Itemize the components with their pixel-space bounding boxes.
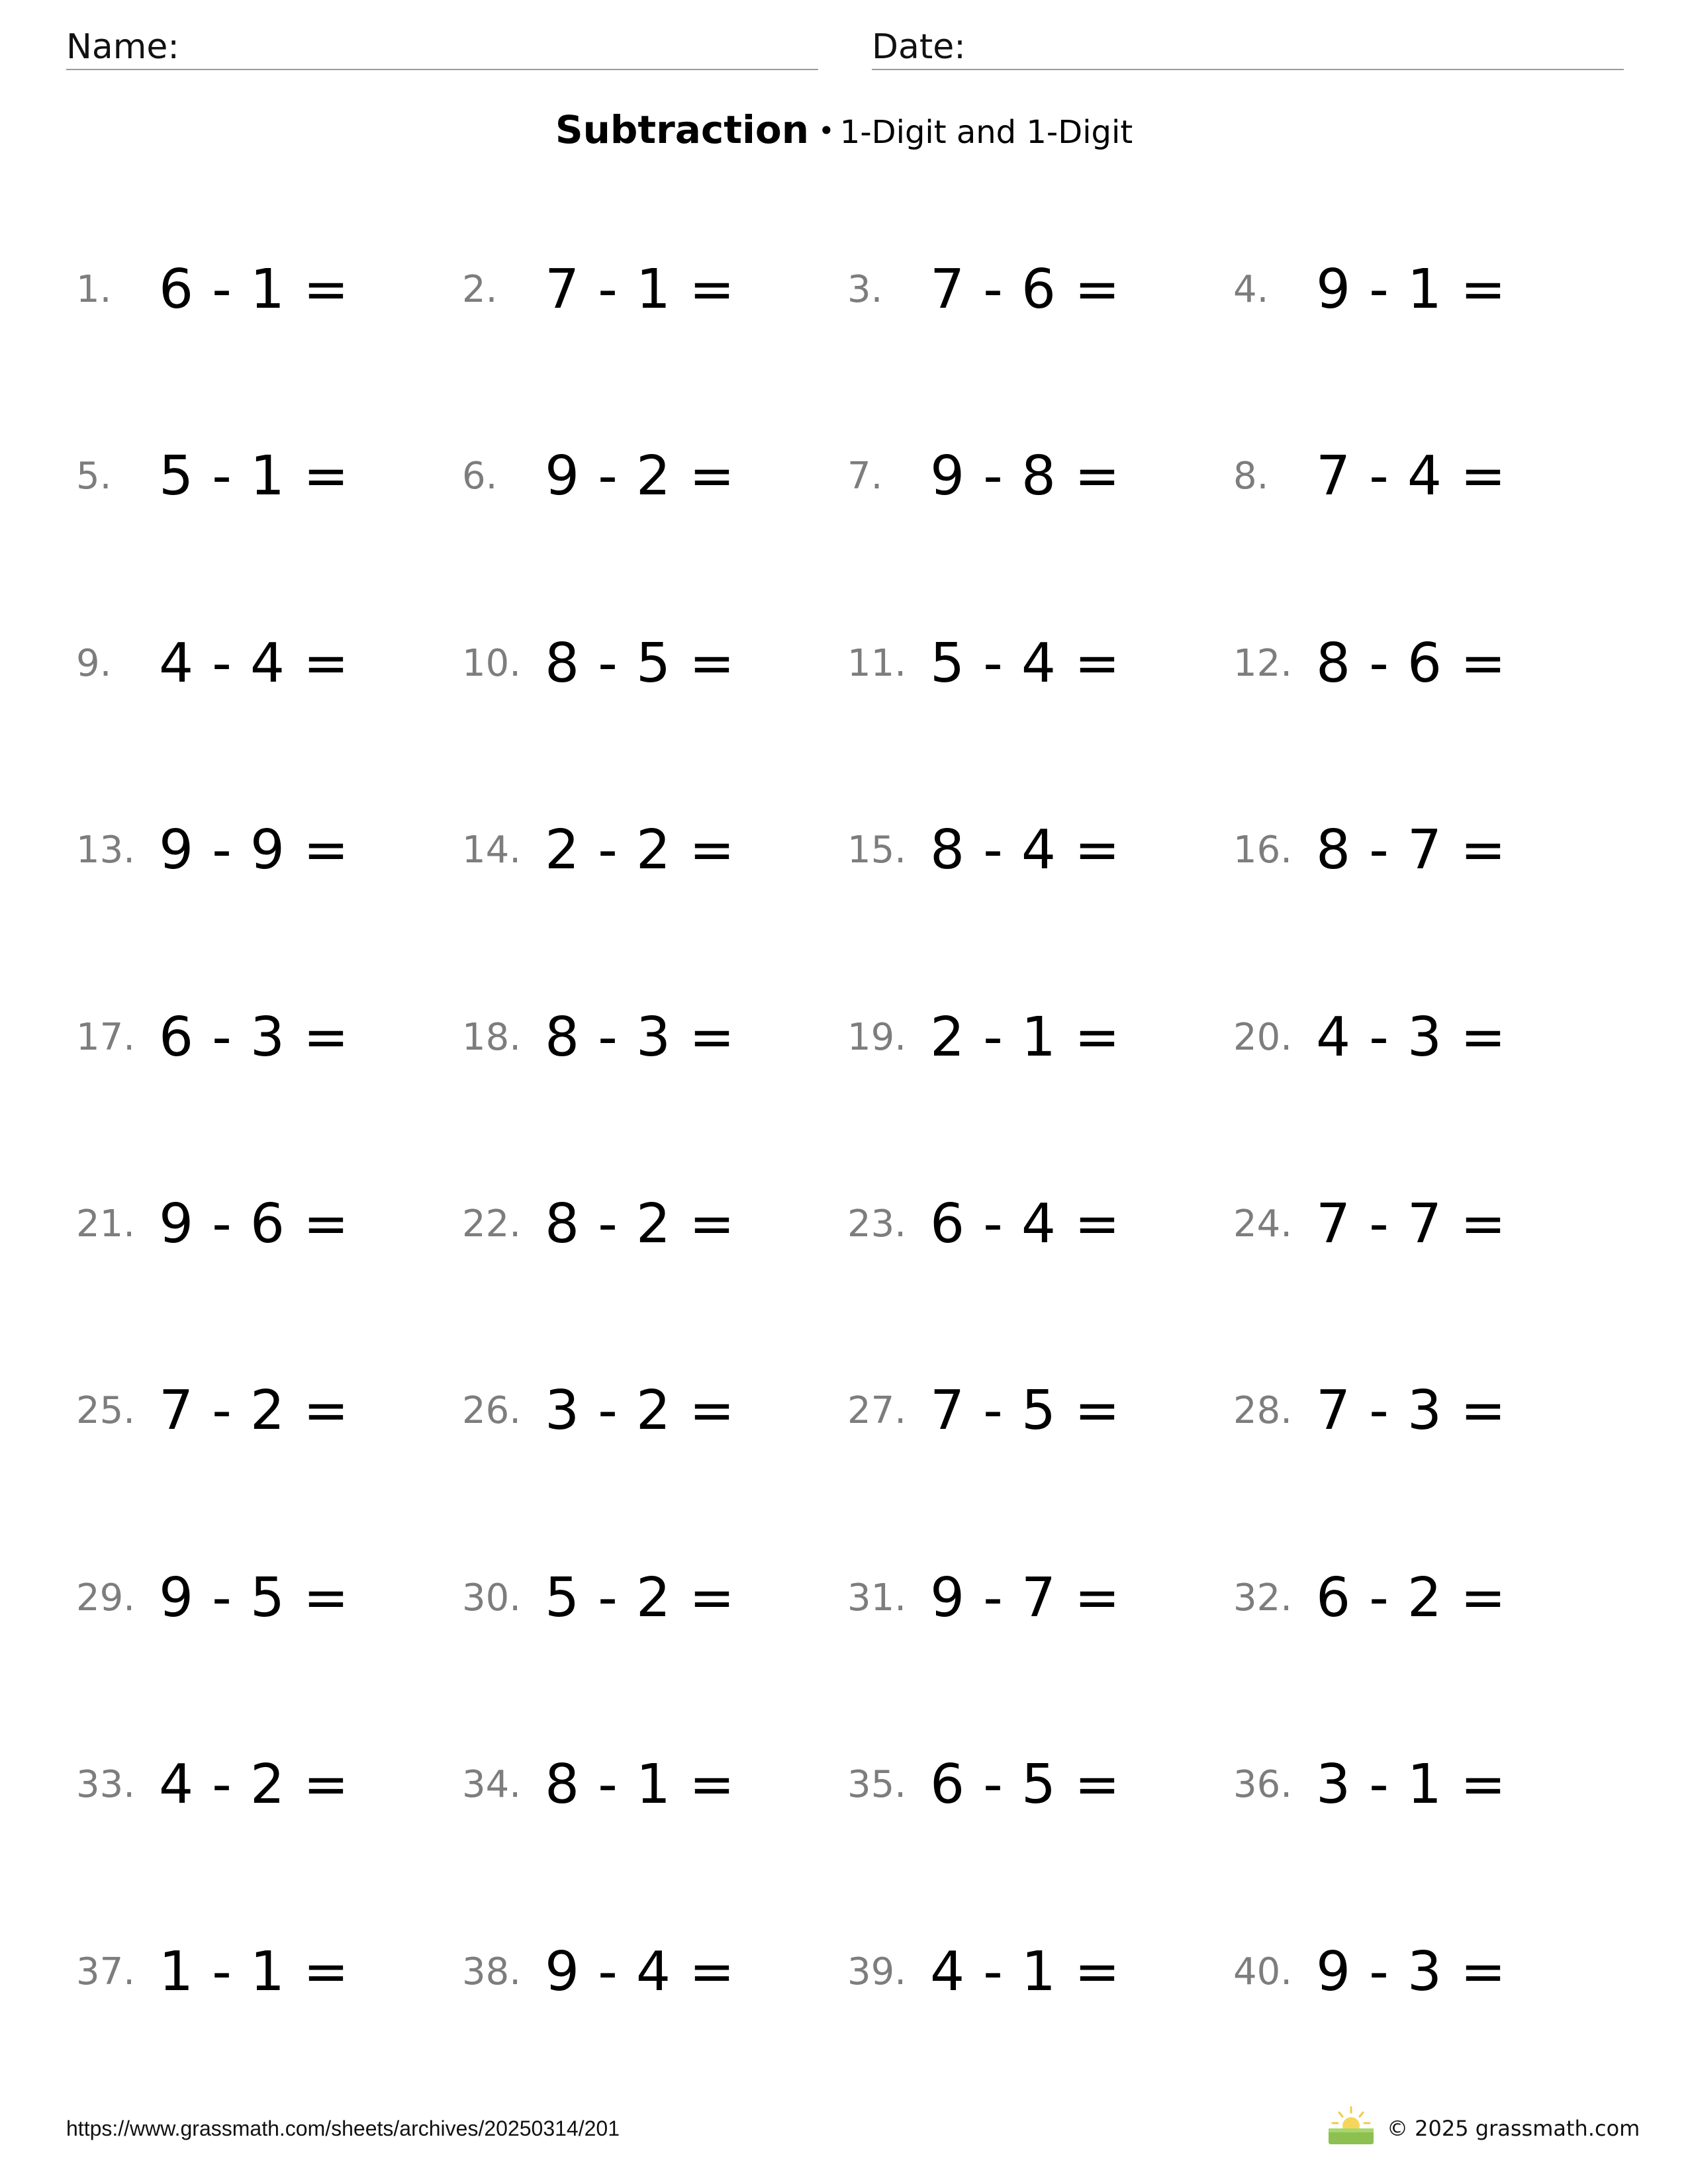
problem-expression: 9 - 6 =: [159, 1193, 350, 1255]
problem-expression: 7 - 6 =: [930, 258, 1121, 321]
problem-expression: 1 - 1 =: [159, 1940, 350, 2003]
problem-expression: 9 - 5 =: [159, 1567, 350, 1629]
problem-number: 39.: [847, 1950, 907, 1993]
title-main: Subtraction: [555, 107, 809, 152]
problem-number: 9.: [76, 642, 112, 685]
problem-number: 6.: [462, 455, 498, 498]
problem-expression: 4 - 2 =: [159, 1753, 350, 1816]
problem-expression: 5 - 4 =: [930, 632, 1121, 695]
problem-number: 20.: [1233, 1016, 1293, 1059]
problem-expression: 6 - 1 =: [159, 258, 350, 321]
problem-expression: 7 - 1 =: [545, 258, 735, 321]
problem-number: 11.: [847, 642, 907, 685]
problem-number: 24.: [1233, 1203, 1293, 1246]
problem-expression: 8 - 7 =: [1316, 819, 1507, 882]
problem-number: 34.: [462, 1763, 522, 1806]
problem-number: 13.: [76, 829, 136, 872]
problem-expression: 9 - 2 =: [545, 445, 735, 508]
problem-number: 19.: [847, 1016, 907, 1059]
problem-expression: 6 - 2 =: [1316, 1567, 1507, 1629]
problem-expression: 9 - 4 =: [545, 1940, 735, 2003]
name-label: Name:: [66, 27, 179, 67]
problem-expression: 7 - 5 =: [930, 1379, 1121, 1442]
problem-expression: 8 - 1 =: [545, 1753, 735, 1816]
problem-expression: 2 - 1 =: [930, 1006, 1121, 1069]
problem-expression: 3 - 2 =: [545, 1379, 735, 1442]
date-label: Date:: [872, 27, 966, 67]
problem-expression: 2 - 2 =: [545, 819, 735, 882]
problem-number: 16.: [1233, 829, 1293, 872]
title-separator: •: [818, 114, 835, 147]
problem-expression: 9 - 1 =: [1316, 258, 1507, 321]
problem-number: 36.: [1233, 1763, 1293, 1806]
problem-expression: 3 - 1 =: [1316, 1753, 1507, 1816]
problem-number: 4.: [1233, 268, 1269, 311]
problem-expression: 4 - 4 =: [159, 632, 350, 695]
problem-expression: 5 - 2 =: [545, 1567, 735, 1629]
problem-number: 15.: [847, 829, 907, 872]
problem-number: 8.: [1233, 455, 1269, 498]
problem-number: 32.: [1233, 1576, 1293, 1619]
problem-number: 33.: [76, 1763, 136, 1806]
problem-expression: 9 - 7 =: [930, 1567, 1121, 1629]
problem-number: 38.: [462, 1950, 522, 1993]
problem-expression: 4 - 1 =: [930, 1940, 1121, 2003]
problem-number: 23.: [847, 1203, 907, 1246]
problem-number: 17.: [76, 1016, 136, 1059]
footer-url: https://www.grassmath.com/sheets/archives/20250314/201: [66, 2116, 620, 2140]
problem-expression: 7 - 3 =: [1316, 1379, 1507, 1442]
footer-copyright: © 2025 grassmath.com: [1387, 2116, 1640, 2141]
title-subtitle: 1-Digit and 1-Digit: [839, 114, 1133, 151]
problem-number: 1.: [76, 268, 112, 311]
grass-highlight: [1329, 2128, 1374, 2132]
problem-number: 12.: [1233, 642, 1293, 685]
problem-number: 40.: [1233, 1950, 1293, 1993]
problem-expression: 6 - 5 =: [930, 1753, 1121, 1816]
problem-expression: 9 - 3 =: [1316, 1940, 1507, 2003]
problem-number: 7.: [847, 455, 883, 498]
problem-expression: 6 - 3 =: [159, 1006, 350, 1069]
problem-number: 29.: [76, 1576, 136, 1619]
problem-expression: 7 - 2 =: [159, 1379, 350, 1442]
problem-number: 18.: [462, 1016, 522, 1059]
problem-expression: 4 - 3 =: [1316, 1006, 1507, 1069]
problem-expression: 8 - 6 =: [1316, 632, 1507, 695]
problem-expression: 7 - 7 =: [1316, 1193, 1507, 1255]
problem-expression: 8 - 4 =: [930, 819, 1121, 882]
problem-expression: 8 - 5 =: [545, 632, 735, 695]
grass-sun-logo-icon: [1327, 2105, 1375, 2147]
problem-number: 37.: [76, 1950, 136, 1993]
problem-expression: 6 - 4 =: [930, 1193, 1121, 1255]
problem-number: 22.: [462, 1203, 522, 1246]
problem-number: 3.: [847, 268, 883, 311]
problem-number: 10.: [462, 642, 522, 685]
problem-number: 30.: [462, 1576, 522, 1619]
problem-expression: 8 - 2 =: [545, 1193, 735, 1255]
problem-number: 27.: [847, 1389, 907, 1432]
problem-expression: 7 - 4 =: [1316, 445, 1507, 508]
problem-expression: 9 - 9 =: [159, 819, 350, 882]
problem-number: 21.: [76, 1203, 136, 1246]
problem-expression: 8 - 3 =: [545, 1006, 735, 1069]
problem-number: 5.: [76, 455, 112, 498]
problem-number: 35.: [847, 1763, 907, 1806]
problem-number: 31.: [847, 1576, 907, 1619]
problem-expression: 9 - 8 =: [930, 445, 1121, 508]
problem-number: 14.: [462, 829, 522, 872]
problem-number: 28.: [1233, 1389, 1293, 1432]
problem-number: 2.: [462, 268, 498, 311]
problem-number: 26.: [462, 1389, 522, 1432]
problem-expression: 5 - 1 =: [159, 445, 350, 508]
problem-number: 25.: [76, 1389, 136, 1432]
